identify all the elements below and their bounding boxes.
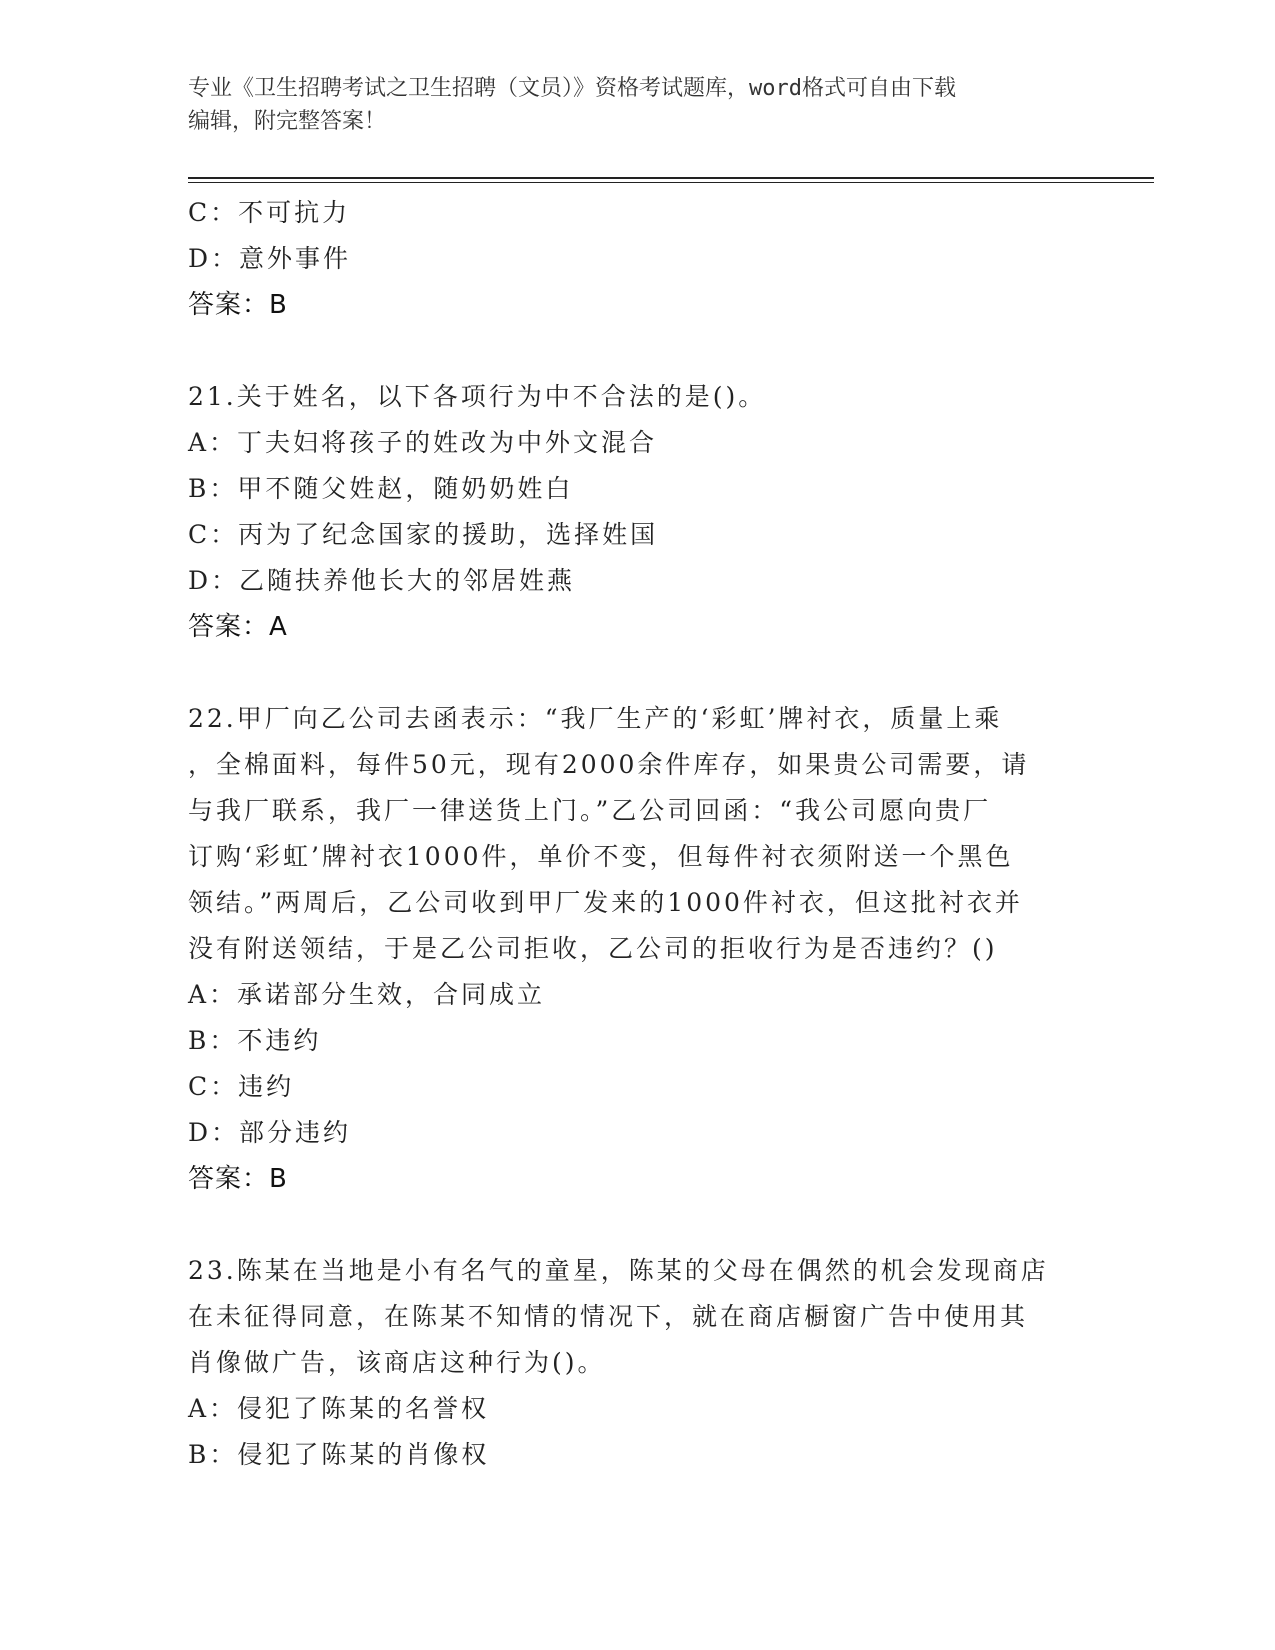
header-divider-thick bbox=[188, 177, 1154, 179]
question-text-line: 23.陈某在当地是小有名气的童星，陈某的父母在偶然的机会发现商店 bbox=[188, 1256, 1049, 1285]
document-header bbox=[188, 72, 1068, 138]
option-d: D：意外事件 bbox=[188, 244, 352, 273]
option-a: A：承诺部分生效，合同成立 bbox=[188, 980, 546, 1009]
spacer bbox=[188, 1202, 1088, 1248]
option-a: A：丁夫妇将孩子的姓改为中外文混合 bbox=[188, 428, 658, 457]
question-text bbox=[188, 696, 1068, 972]
spacer bbox=[188, 328, 1088, 374]
question-text-line: 22.甲厂向乙公司去函表示：“我厂生产的‘彩虹’牌衬衣，质量上乘 bbox=[188, 704, 1003, 733]
header-divider-thin bbox=[188, 182, 1154, 183]
question-block-22 bbox=[188, 696, 1088, 1202]
question-text bbox=[188, 1248, 1068, 1386]
question-block-23 bbox=[188, 1248, 1088, 1478]
option-c: C：不可抗力 bbox=[188, 198, 351, 227]
question-list bbox=[188, 190, 1088, 1478]
option-d: D：部分违约 bbox=[188, 1118, 352, 1147]
question-text-line: 与我厂联系，我厂一律送货上门。”乙公司回函：“我公司愿向贵厂 bbox=[188, 796, 992, 825]
option-d: D：乙随扶养他长大的邻居姓燕 bbox=[188, 566, 576, 595]
question-text-line: 21.关于姓名，以下各项行为中不合法的是()。 bbox=[188, 382, 767, 411]
spacer bbox=[188, 650, 1088, 696]
option-b: B：不违约 bbox=[188, 1026, 322, 1055]
option-c: C：丙为了纪念国家的援助，选择姓国 bbox=[188, 520, 659, 549]
question-text-line: ，全棉面料，每件50元，现有2000余件库存，如果贵公司需要，请 bbox=[188, 750, 1030, 779]
header-line-1: 专业《卫生招聘考试之卫生招聘（文员）》资格考试题库，word格式可自由下载 bbox=[188, 76, 956, 101]
answer-line: 答案：B bbox=[188, 1164, 288, 1194]
option-b: B：甲不随父姓赵，随奶奶姓白 bbox=[188, 474, 574, 503]
option-b: B：侵犯了陈某的肖像权 bbox=[188, 1440, 490, 1469]
question-text-line: 在未征得同意，在陈某不知情的情况下，就在商店橱窗广告中使用其 bbox=[188, 1302, 1029, 1331]
option-a: A：侵犯了陈某的名誉权 bbox=[188, 1394, 490, 1423]
answer-line: 答案：B bbox=[188, 290, 288, 320]
question-text-line: 肖像做广告，该商店这种行为()。 bbox=[188, 1348, 606, 1377]
question-text-line: 订购‘彩虹’牌衬衣1000件，单价不变，但每件衬衣须附送一个黑色 bbox=[188, 842, 1014, 871]
question-block-21 bbox=[188, 374, 1088, 650]
question-text-line: 没有附送领结，于是乙公司拒收，乙公司的拒收行为是否违约？() bbox=[188, 934, 998, 963]
question-text bbox=[188, 374, 1068, 420]
question-block-continued bbox=[188, 190, 1088, 328]
question-text-line: 领结。”两周后，乙公司收到甲厂发来的1000件衬衣，但这批衬衣并 bbox=[188, 888, 1023, 917]
answer-line: 答案：A bbox=[188, 612, 288, 642]
option-c: C：违约 bbox=[188, 1072, 295, 1101]
header-line-2: 编辑，附完整答案！ bbox=[188, 109, 387, 134]
